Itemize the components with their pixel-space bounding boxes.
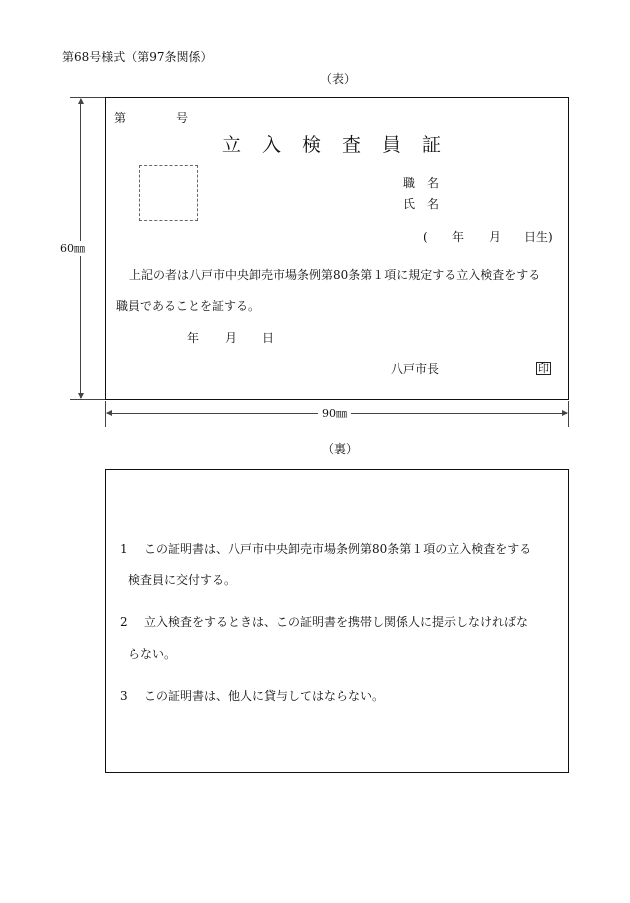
item-line-1: 立入検査をするときは、この証明書を携帯し関係人に提示しなければな — [144, 615, 529, 629]
certification-line-2: 職員であることを証する。 — [116, 299, 261, 313]
item-line-1: この証明書は、八戸市中央卸売市場条例第80条第１項の立入検査をする — [144, 542, 532, 556]
dob-month: 月 — [489, 230, 502, 244]
dob-year: 年 — [452, 230, 465, 244]
dob-open-paren: ( — [423, 230, 428, 244]
issue-date-year: 年 — [187, 331, 200, 345]
width-label: 90㎜ — [318, 408, 351, 419]
issue-date-month: 月 — [225, 331, 238, 345]
item-number: 1 — [120, 542, 128, 556]
form-number: 第68号様式（第97条関係） — [62, 50, 213, 64]
number-label-dai: 第 — [114, 111, 127, 125]
name-label: 氏 名 — [403, 197, 440, 211]
item-line-1: この証明書は、他人に貸与してはならない。 — [144, 689, 385, 703]
item-line-2: 検査員に交付する。 — [128, 573, 237, 587]
position-label: 職 名 — [403, 176, 440, 190]
number-label-go: 号 — [176, 111, 189, 125]
card-title: 立入検査員証 — [222, 134, 463, 156]
back-side-label: （裏） — [322, 442, 359, 456]
certification-line-1: 上記の者は八戸市中央卸売市場条例第80条第１項に規定する立入検査をする — [129, 268, 541, 282]
item-line-2: らない。 — [128, 647, 177, 661]
issuer-name: 八戸市長 — [391, 362, 440, 376]
height-label: 60㎜ — [60, 242, 85, 255]
issue-date-day: 日 — [262, 331, 275, 345]
item-number: 3 — [120, 689, 128, 703]
seal-mark: 印 — [538, 362, 549, 375]
front-side-label: （表） — [320, 72, 357, 86]
dob-day-born: 日生) — [524, 230, 553, 244]
item-number: 2 — [120, 615, 128, 629]
photo-placeholder — [139, 165, 198, 221]
